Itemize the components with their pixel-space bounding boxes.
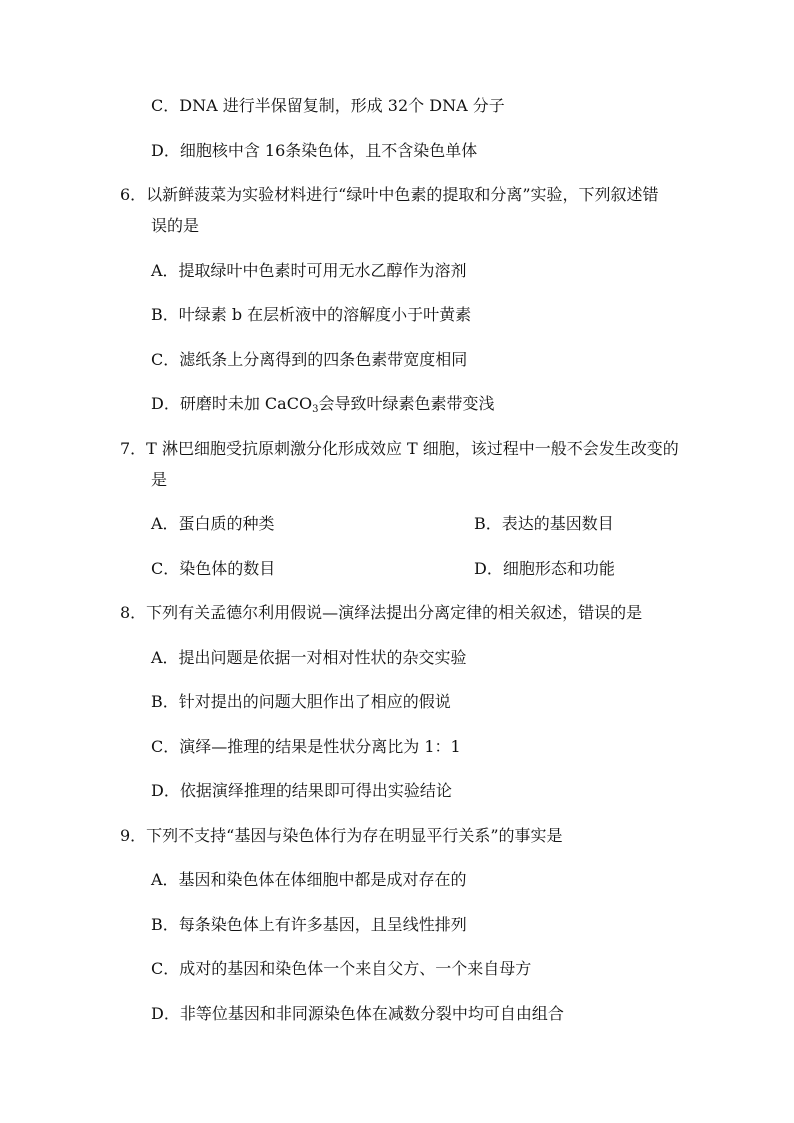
- q6-option-c: C．滤纸条上分离得到的四条色素带宽度相同: [151, 350, 468, 369]
- q5-option-c: C．DNA 进行半保留复制，形成 32个 DNA 分子: [151, 96, 505, 115]
- q6-option-b: B．叶绿素 b 在层析液中的溶解度小于叶黄素: [151, 305, 472, 324]
- q7-option-d: D．细胞形态和功能: [474, 559, 615, 578]
- q6-option-d-text: D．研磨时未加 CaCO: [151, 394, 313, 413]
- q7-stem-line-1: 7．T 淋巴细胞受抗原刺激分化形成效应 T 细胞，该过程中一般不会发生改变的: [120, 439, 679, 458]
- q7-option-a: A．蛋白质的种类: [151, 514, 275, 533]
- q9-option-c: C．成对的基因和染色体一个来自父方、一个来自母方: [151, 959, 532, 978]
- q7-option-b: B．表达的基因数目: [474, 514, 614, 533]
- q9-stem: 9．下列不支持“基因与染色体行为存在明显平行关系”的事实是: [120, 826, 563, 845]
- q9-option-b: B．每条染色体上有许多基因，且呈线性排列: [151, 915, 467, 934]
- q8-option-b: B．针对提出的问题大胆作出了相应的假说: [151, 692, 451, 711]
- q9-option-a: A．基因和染色体在体细胞中都是成对存在的: [151, 870, 467, 889]
- q6-stem-line-2: 误的是: [151, 216, 200, 235]
- q8-option-d: D．依据演绎推理的结果即可得出实验结论: [151, 781, 452, 800]
- q6-option-d-subscript: 3: [312, 404, 319, 415]
- q5-option-d: D．细胞核中含 16条染色体，且不含染色单体: [151, 141, 478, 160]
- q8-stem: 8．下列有关孟德尔利用假说—演绎法提出分离定律的相关叙述，错误的是: [120, 603, 643, 622]
- q6-option-a: A．提取绿叶中色素时可用无水乙醇作为溶剂: [151, 261, 467, 280]
- q7-option-c: C．染色体的数目: [151, 559, 276, 578]
- q6-stem-line-1: 6．以新鲜菠菜为实验材料进行“绿叶中色素的提取和分离”实验，下列叙述错: [120, 185, 659, 204]
- q6-option-d-text-end: 会导致叶绿素色素带变浅: [318, 394, 495, 413]
- q8-option-c: C．演绎—推理的结果是性状分离比为 1：1: [151, 737, 461, 756]
- q8-option-a: A．提出问题是依据一对相对性状的杂交实验: [151, 648, 467, 667]
- q7-stem-line-2: 是: [151, 470, 168, 489]
- q9-option-d: D．非等位基因和非同源染色体在减数分裂中均可自由组合: [151, 1004, 564, 1023]
- q6-option-d: [151, 394, 494, 414]
